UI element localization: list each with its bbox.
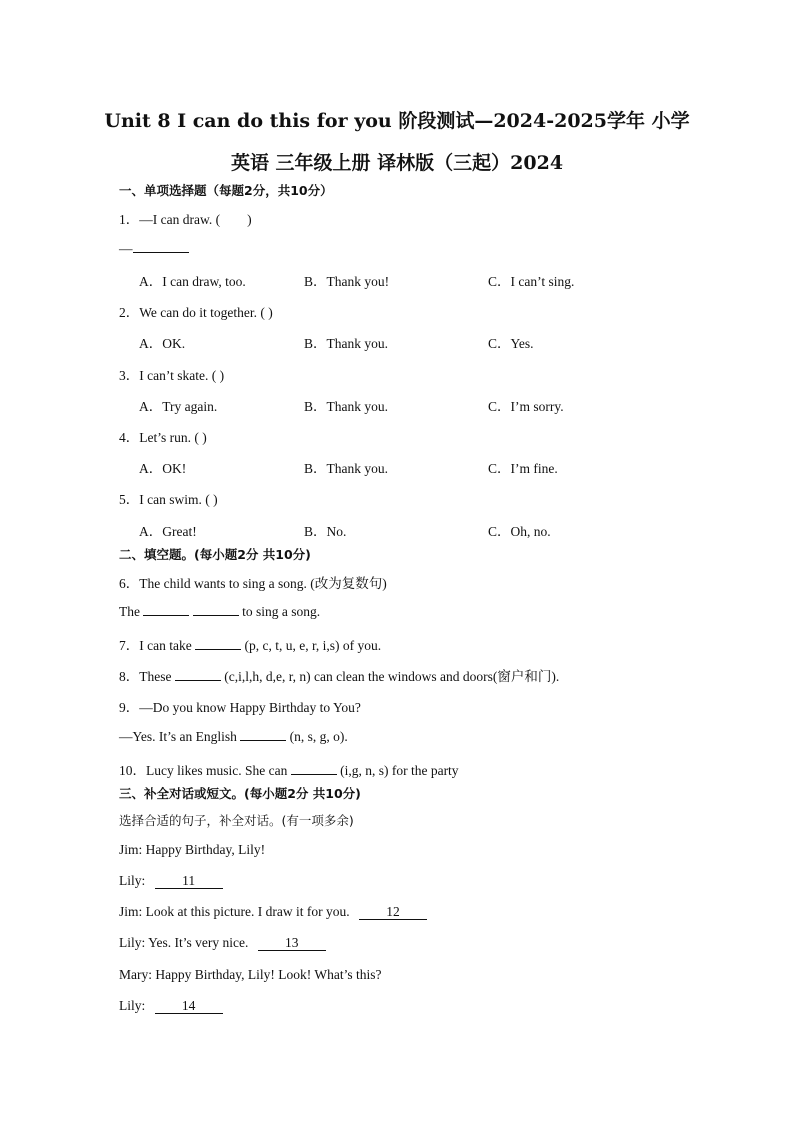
question-3-stem: 3．I can’t skate. ( ) [119, 368, 225, 383]
document-title-line1: Unit 8 I can do this for you 阶段测试—2024-2025学年 小学 [104, 110, 690, 132]
answer-blank[interactable] [133, 240, 189, 253]
question-2-option-c[interactable]: C．Yes. [488, 336, 534, 351]
question-1-followup [119, 240, 189, 257]
question-7-suffix: (p, c, t, u, e, r, i,s) of you. [244, 638, 382, 653]
question-6-stem: 6．The child wants to sing a song. (改为复数句) [119, 576, 387, 591]
question-5-stem: 5．I can swim. ( ) [119, 492, 218, 507]
question-9-answer [119, 728, 348, 745]
dialogue-line [119, 998, 223, 1014]
dialogue-line [119, 904, 427, 920]
question-8-prefix: 8．These [119, 669, 172, 684]
question-1-option-c[interactable]: C．I can’t sing. [488, 274, 575, 289]
speaker-text: Lily: [119, 998, 146, 1013]
question-9-stem: 9．—Do you know Happy Birthday to You? [119, 700, 361, 715]
question-1-option-a[interactable]: A．I can draw, too. [139, 274, 246, 289]
numbered-blank-11[interactable]: 11 [155, 874, 223, 889]
answer-blank[interactable] [240, 728, 286, 741]
question-1-option-b[interactable]: B．Thank you! [304, 274, 390, 289]
numbered-blank-12[interactable]: 12 [359, 905, 427, 920]
section2-heading: 二、填空题。(每小题2分 共10分) [119, 547, 311, 562]
dash-prefix: — [119, 241, 133, 256]
question-8 [119, 665, 559, 685]
question-10 [119, 759, 459, 779]
question-7 [119, 634, 381, 654]
speaker-text: Jim: Look at this picture. I draw it for you. [119, 904, 350, 919]
question-7-prefix: 7．I can take [119, 638, 192, 653]
answer-blank[interactable] [291, 762, 337, 775]
answer-blank[interactable] [143, 603, 189, 616]
question-3-option-c[interactable]: C．I’m sorry. [488, 399, 564, 414]
answer-blank[interactable] [193, 603, 239, 616]
question-3-option-b[interactable]: B．Thank you. [304, 399, 388, 414]
answer-suffix: (n, s, g, o). [289, 729, 348, 744]
question-3-option-a[interactable]: A．Try again. [139, 399, 218, 414]
speaker-text: Lily: Yes. It’s very nice. [119, 935, 249, 950]
speaker-text: Lily: [119, 873, 146, 888]
question-10-suffix: (i,g, n, s) for the party [340, 763, 459, 778]
question-1-stem: 1．—I can draw. ( ) [119, 212, 252, 227]
question-2-option-a[interactable]: A．OK. [139, 336, 186, 351]
numbered-blank-14[interactable]: 14 [155, 999, 223, 1014]
document-title-line2: 英语 三年级上册 译林版（三起）2024 [230, 152, 564, 174]
question-2-option-b[interactable]: B．Thank you. [304, 336, 388, 351]
answer-suffix: to sing a song. [242, 604, 321, 619]
question-2-stem: 2．We can do it together. ( ) [119, 305, 273, 320]
question-10-prefix: 10．Lucy likes music. She can [119, 763, 288, 778]
question-4-option-c[interactable]: C．I’m fine. [488, 461, 558, 476]
question-5-option-b[interactable]: B．No. [304, 524, 347, 539]
dialogue-line: Mary: Happy Birthday, Lily! Look! What’s this? [119, 967, 382, 982]
question-5-option-c[interactable]: C．Oh, no. [488, 524, 551, 539]
numbered-blank-13[interactable]: 13 [258, 936, 326, 951]
dialogue-line [119, 873, 223, 889]
question-4-stem: 4．Let’s run. ( ) [119, 430, 207, 445]
dialogue-line [119, 935, 326, 951]
answer-blank[interactable] [175, 668, 221, 681]
question-4-option-b[interactable]: B．Thank you. [304, 461, 388, 476]
section3-heading: 三、补全对话或短文。(每小题2分 共10分) [119, 786, 361, 801]
question-6-answer [119, 603, 320, 620]
question-8-suffix: (c,i,l,h, d,e, r, n) can clean the windows and doors(窗户和门). [224, 669, 560, 684]
answer-blank[interactable] [195, 637, 241, 650]
question-4-option-a[interactable]: A．OK! [139, 461, 187, 476]
dialogue-line: Jim: Happy Birthday, Lily! [119, 842, 266, 857]
answer-prefix: —Yes. It’s an English [119, 729, 237, 744]
section3-instruction: 选择合适的句子，补全对话。(有一项多余) [119, 813, 354, 828]
question-5-option-a[interactable]: A．Great! [139, 524, 197, 539]
answer-prefix: The [119, 604, 140, 619]
section1-heading: 一、单项选择题（每题2分，共10分） [119, 183, 333, 198]
